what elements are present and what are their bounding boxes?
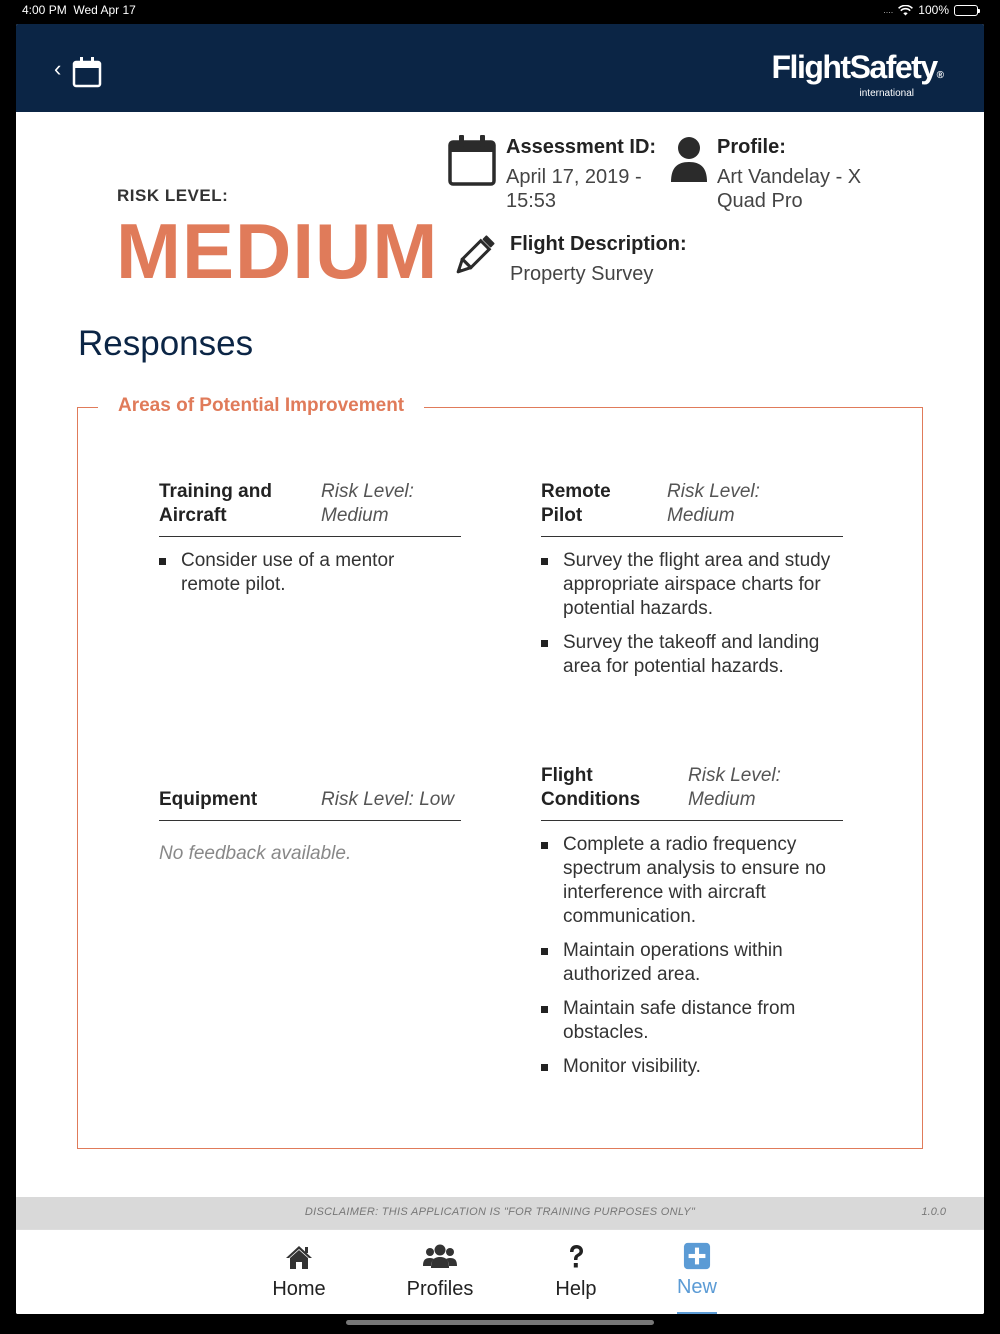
tab-new[interactable]	[642, 1230, 752, 1314]
list-item: Maintain safe distance from obstacles.	[541, 997, 831, 1045]
tab-label: Help	[555, 1278, 597, 1300]
tab-label: New	[676, 1276, 717, 1298]
improvement-legend: Areas of Potential Improvement	[98, 395, 424, 417]
section-flight-conditions	[541, 764, 843, 1089]
disclaimer-text: DISCLAIMER: THIS APPLICATION IS "FOR TRAINING PURPOSES ONLY"	[304, 1206, 696, 1218]
responses-heading: Responses	[78, 324, 254, 363]
status-right	[883, 3, 978, 17]
list-item: Survey the flight area and study appropriate airspace charts for potential hazards.	[541, 549, 843, 621]
improvement-box	[77, 395, 923, 1149]
flight-description-value: Property Survey	[510, 263, 654, 285]
section-title: Flight Conditions	[541, 765, 641, 810]
battery-icon	[954, 5, 978, 16]
flight-description-title: Flight Description:	[510, 233, 687, 255]
risk-level-value: MEDIUM	[116, 207, 439, 295]
tab-bar	[16, 1229, 984, 1314]
logo-registered: ®	[936, 70, 944, 81]
risk-level-label: RISK LEVEL:	[117, 186, 229, 205]
list-item: Monitor visibility.	[541, 1055, 843, 1079]
section-training-aircraft	[159, 480, 461, 607]
plus-square-icon	[683, 1242, 711, 1270]
flightsafety-logo	[772, 50, 945, 99]
app-screen	[16, 24, 984, 1314]
tab-label: Home	[272, 1278, 326, 1300]
section-risk: Risk Level: Medium	[321, 481, 414, 526]
assessment-id-value: April 17, 2019 - 15:53	[506, 166, 642, 212]
status-time: 4:00 PM Wed Apr 17	[22, 3, 136, 17]
profile-value: Art Vandelay - X Quad Pro	[717, 166, 862, 212]
tab-home[interactable]	[244, 1230, 354, 1314]
users-icon	[423, 1242, 457, 1272]
cellular-dots: ....	[883, 5, 894, 15]
no-feedback-text: No feedback available.	[159, 843, 352, 864]
profile-title: Profile:	[717, 136, 786, 158]
disclaimer-bar	[16, 1197, 984, 1229]
section-list	[541, 833, 843, 1079]
top-bar	[16, 24, 984, 112]
person-icon	[670, 136, 708, 184]
pencil-icon[interactable]	[450, 234, 496, 280]
status-bar	[0, 0, 1000, 24]
section-list	[541, 549, 843, 679]
question-icon	[561, 1242, 591, 1272]
section-list	[159, 549, 461, 597]
section-risk: Risk Level: Medium	[688, 765, 781, 810]
list-item: Complete a radio frequency spectrum analysis to ensure no interference with aircraft communication.	[541, 833, 831, 929]
tab-help[interactable]	[521, 1230, 631, 1314]
section-title: Remote Pilot	[541, 481, 611, 526]
home-icon	[284, 1242, 314, 1272]
tab-profiles[interactable]	[385, 1230, 495, 1314]
calendar-icon[interactable]	[72, 56, 102, 88]
logo-sub: international	[859, 88, 914, 99]
wifi-icon	[898, 5, 913, 16]
list-item: Consider use of a mentor remote pilot.	[159, 549, 429, 597]
assessment-calendar-icon	[448, 134, 496, 186]
assessment-id-title: Assessment ID:	[506, 136, 657, 158]
version-text: 1.0.0	[921, 1206, 946, 1218]
section-remote-pilot	[541, 480, 843, 689]
home-indicator[interactable]	[346, 1320, 654, 1325]
list-item: Survey the takeoff and landing area for potential hazards.	[541, 631, 821, 679]
logo-main: FlightSafety	[771, 49, 937, 85]
tab-label: Profiles	[406, 1278, 474, 1300]
back-button[interactable]: ‹	[54, 56, 62, 81]
section-title: Training and Aircraft	[159, 481, 272, 526]
section-equipment	[159, 788, 461, 865]
battery-percent: 100%	[918, 3, 949, 17]
list-item: Maintain operations within authorized area.	[541, 939, 821, 987]
section-risk: Risk Level: Medium	[667, 481, 760, 526]
section-title: Equipment	[159, 789, 258, 810]
section-risk: Risk Level: Low	[321, 789, 455, 810]
